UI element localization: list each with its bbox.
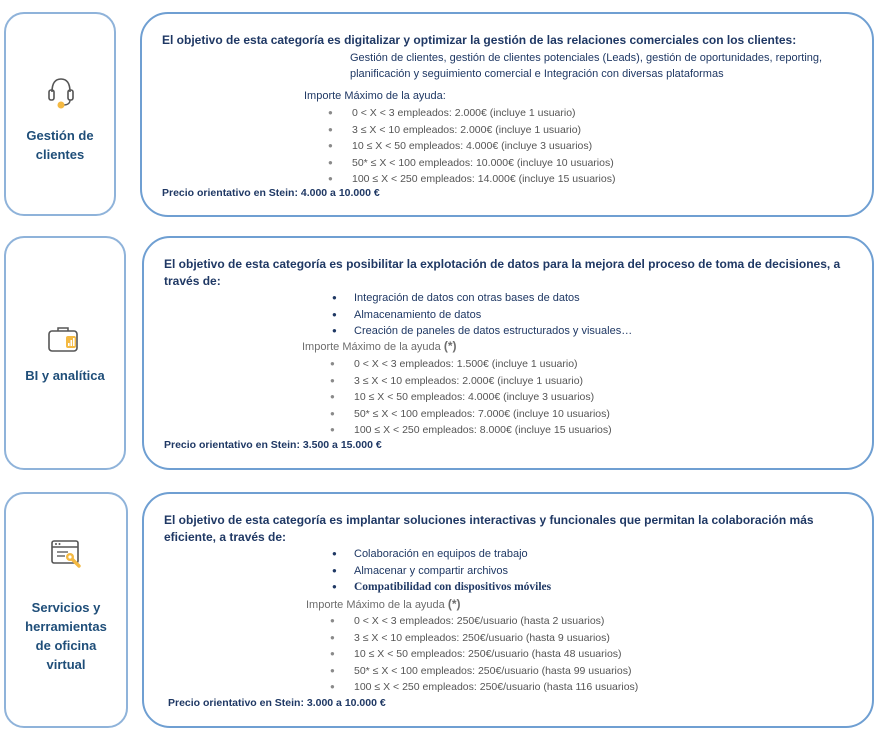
list-item: ● 10 ≤ X < 50 empleados: 250€/usuario (hasta 48 usuarios) bbox=[330, 646, 638, 663]
list-item: ● Almacenar y compartir archivos bbox=[332, 563, 551, 580]
browser-tools-icon bbox=[50, 538, 84, 575]
list-item: ● 3 ≤ X < 10 empleados: 2.000€ (incluye 1 usuario) bbox=[330, 373, 612, 390]
category-card-bi-analitica bbox=[4, 236, 126, 470]
feature-list bbox=[332, 546, 551, 596]
list-item: ● Creación de paneles de datos estructurados y visuales… bbox=[332, 323, 632, 340]
list-item: ● 50* ≤ X < 100 empleados: 10.000€ (incluye 10 usuarios) bbox=[328, 155, 615, 172]
list-item: ● 100 ≤ X < 250 empleados: 250€/usuario (hasta 116 usuarios) bbox=[330, 679, 638, 696]
importe-maximo-label: Importe Máximo de la ayuda (*) bbox=[306, 597, 461, 611]
price-text: Precio orientativo en Stein: 4.000 a 10.000 € bbox=[162, 187, 380, 199]
list-item: ● Integración de datos con otras bases de datos bbox=[332, 290, 632, 307]
category-detail-oficina-virtual bbox=[142, 492, 874, 728]
list-item: ● 50* ≤ X < 100 empleados: 250€/usuario (hasta 99 usuarios) bbox=[330, 663, 638, 680]
objective-text: El objetivo de esta categoría es posibilitar la explotación de datos para la mejora del proceso de toma de decisiones, a través de: bbox=[164, 257, 841, 288]
aid-list bbox=[328, 105, 615, 188]
list-item: ● 100 ≤ X < 250 empleados: 8.000€ (incluye 15 usuarios) bbox=[330, 422, 612, 439]
category-detail-bi-analitica bbox=[142, 236, 874, 470]
list-item: ● 100 ≤ X < 250 empleados: 14.000€ (incluye 15 usuarios) bbox=[328, 171, 615, 188]
price-text: Precio orientativo en Stein: 3.000 a 10.000 € bbox=[168, 697, 386, 709]
category-title: Gestión de clientes bbox=[26, 128, 94, 162]
list-item: ● Almacenamiento de datos bbox=[332, 307, 632, 324]
list-item: ● Compatibilidad con dispositivos móviles bbox=[332, 579, 551, 596]
price-text: Precio orientativo en Stein: 3.500 a 15.000 € bbox=[164, 439, 382, 451]
list-item: ● 10 ≤ X < 50 empleados: 4.000€ (incluye 3 usuarios) bbox=[328, 138, 615, 155]
objective-text: El objetivo de esta categoría es implantar soluciones interactivas y funcionales que permitan la colaboración más eficiente, a través de: bbox=[164, 513, 814, 544]
list-item: ● 3 ≤ X < 10 empleados: 250€/usuario (hasta 9 usuarios) bbox=[330, 630, 638, 647]
aid-list bbox=[330, 356, 612, 439]
list-item: ● 3 ≤ X < 10 empleados: 2.000€ (incluye 1 usuario) bbox=[328, 122, 615, 139]
objective-text: El objetivo de esta categoría es digitalizar y optimizar la gestión de las relaciones comerciales con los clientes: bbox=[162, 33, 797, 47]
category-card-oficina-virtual bbox=[4, 492, 128, 728]
category-title: Servicios y herramientas de oficina virtual bbox=[25, 600, 107, 672]
feature-list bbox=[332, 290, 632, 340]
description-text: Gestión de clientes, gestión de clientes potenciales (Leads), gestión de oportunidades, reporting, planificación y seguimiento comercial e Integración con diversas plataformas bbox=[350, 52, 823, 80]
category-card-gestion-clientes bbox=[4, 12, 116, 216]
category-title: BI y analítica bbox=[25, 368, 105, 383]
headset-icon bbox=[46, 74, 76, 115]
aid-list bbox=[330, 613, 638, 696]
list-item: ● Colaboración en equipos de trabajo bbox=[332, 546, 551, 563]
list-item: ● 0 < X < 3 empleados: 1.500€ (incluye 1 usuario) bbox=[330, 356, 612, 373]
list-item: ● 10 ≤ X < 50 empleados: 4.000€ (incluye 3 usuarios) bbox=[330, 389, 612, 406]
list-item: ● 0 < X < 3 empleados: 2.000€ (incluye 1 usuario) bbox=[328, 105, 615, 122]
list-item: ● 50* ≤ X < 100 empleados: 7.000€ (incluye 10 usuarios) bbox=[330, 406, 612, 423]
analytics-briefcase-icon bbox=[46, 324, 80, 359]
importe-maximo-label: Importe Máximo de la ayuda (*) bbox=[302, 339, 457, 353]
importe-maximo-label: Importe Máximo de la ayuda: bbox=[304, 90, 446, 102]
list-item: ● 0 < X < 3 empleados: 250€/usuario (hasta 2 usuarios) bbox=[330, 613, 638, 630]
category-detail-gestion-clientes bbox=[140, 12, 874, 217]
